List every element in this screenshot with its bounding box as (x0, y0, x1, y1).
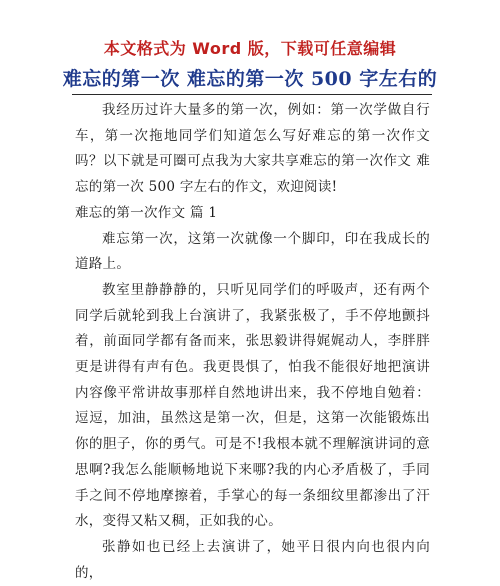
intro-paragraph: 我经历过许大量多的第一次，例如：第一次学做自行车，第一次拖地同学们知道怎么写好难忘的第一次作文吗？以下就是可圈可点我为大家共享难忘的第一次作文 难忘的第一次 500 字左右的作文，欢迎阅读! (75, 102, 430, 196)
body-paragraph: 教室里静静静的，只听见同学们的呼吸声，还有两个同学后就轮到我上台演讲了，我紧张极了，手不停地颤抖着，前面同学都有备而来，张思毅讲得娓娓动人，李胖胖更是讲得有声有色。我更畏惧了，怕我不能很好地把演讲内容像平常讲故事那样自然地讲出来，我不停地自勉着：逗逗，加油，虽然这是第一次，但是，这第一次能锻炼出你的胆子，你的勇气。可是不!我根本就不理解演讲词的意思啊?我怎么能顺畅地说下来哪?我的内心矛盾极了，手同手之间不停地摩擦着，手掌心的每一条细纹里都渗出了汗水，变得又粘又稠，正如我的心。 (75, 281, 430, 530)
title-divider (72, 94, 432, 95)
document-title: 难忘的第一次 难忘的第一次 500 字左右的 (62, 68, 438, 90)
body-paragraph: 难忘第一次，这第一次就像一个脚印，印在我成长的道路上。 (75, 230, 430, 273)
document-body (75, 98, 430, 586)
section-heading: 难忘的第一次作文 篇 1 (75, 204, 218, 221)
format-notice: 本文格式为 Word 版，下载可任意编辑 (103, 39, 397, 58)
body-paragraph: 张静如也已经上去演讲了，她平日很内向也很内向的， (75, 538, 430, 581)
